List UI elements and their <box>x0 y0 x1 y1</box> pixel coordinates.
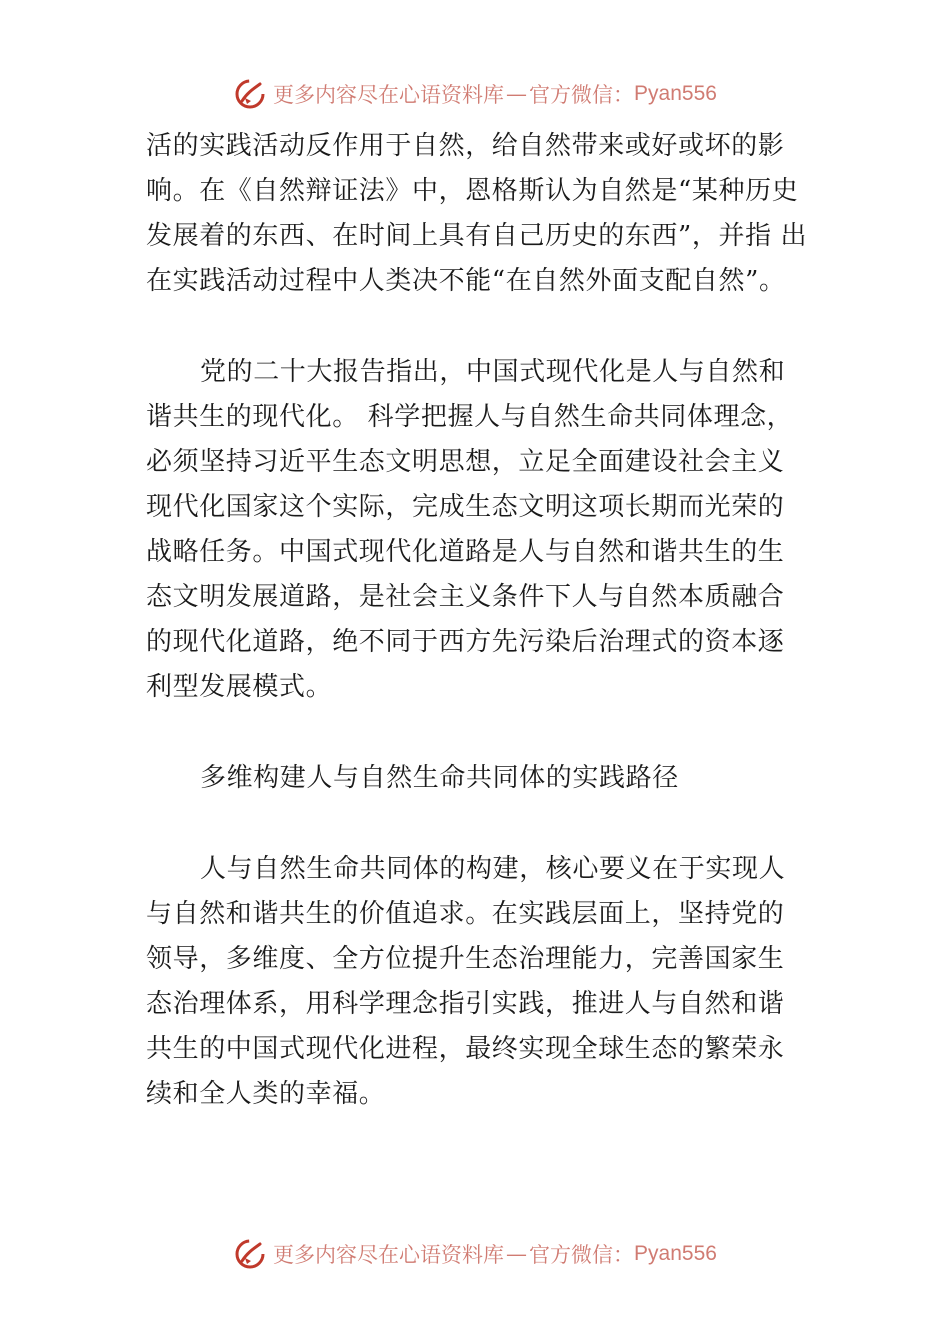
text-line: 态文明发展道路，是社会主义条件下人与自然本质融合 <box>146 582 785 612</box>
watermark-main-text: 更多内容尽在心语资料库 <box>273 1243 505 1267</box>
paragraph-gap <box>146 710 836 756</box>
watermark-separator: — <box>506 82 528 106</box>
paragraph-gap <box>146 801 836 847</box>
document-body <box>146 124 836 1117</box>
text-line: 发展着的东西、在时间上具有自己历史的东西”，并指 出 <box>146 221 808 251</box>
text-line: 利型发展模式。 <box>146 672 333 702</box>
brush-logo-icon <box>233 1237 267 1271</box>
paragraph-1 <box>146 124 836 304</box>
header-watermark <box>0 72 950 116</box>
text-line: 续和全人类的幸福。 <box>146 1079 386 1109</box>
text-line: 必须坚持习近平生态文明思想，立足全面建设社会主义 <box>146 447 785 477</box>
brush-logo-icon <box>233 77 267 111</box>
watermark-label: 官方微信： <box>529 83 635 107</box>
watermark-label: 官方微信： <box>529 1243 635 1267</box>
text-line: 的现代化道路，绝不同于西方先污染后治理式的资本逐 <box>146 627 785 657</box>
text-line: 现代化国家这个实际，完成生态文明这项长期而光荣的 <box>146 492 785 522</box>
section-heading <box>146 756 836 801</box>
text-line: 人与自然生命共同体的构建，核心要义在于实现人 <box>200 854 786 884</box>
text-line: 在实践活动过程中人类决不能“在自然外面支配自然”。 <box>146 266 786 296</box>
text-line: 态治理体系，用科学理念指引实践，推进人与自然和谐 <box>146 989 785 1019</box>
paragraph-2 <box>146 350 836 710</box>
footer-watermark <box>0 1232 950 1276</box>
watermark-separator: — <box>506 1242 528 1266</box>
watermark-handle: Pyan556 <box>634 1242 717 1265</box>
text-line: 党的二十大报告指出，中国式现代化是人与自然和 <box>200 357 786 387</box>
text-line: 与自然和谐共生的价值追求。在实践层面上，坚持党的 <box>146 899 785 929</box>
text-line: 谐共生的现代化。 科学把握人与自然生命共同体理念， <box>146 402 794 432</box>
text-line: 活的实践活动反作用于自然，给自然带来或好或坏的影 <box>146 131 785 161</box>
heading-text: 多维构建人与自然生命共同体的实践路径 <box>200 763 679 793</box>
text-line: 共生的中国式现代化进程，最终实现全球生态的繁荣永 <box>146 1034 785 1064</box>
text-line: 领导，多维度、全方位提升生态治理能力，完善国家生 <box>146 944 785 974</box>
paragraph-3 <box>146 847 836 1117</box>
text-line: 响。在《自然辩证法》中，恩格斯认为自然是“某种历史 <box>146 176 799 206</box>
watermark-handle: Pyan556 <box>634 82 717 105</box>
watermark-main-text: 更多内容尽在心语资料库 <box>273 83 505 107</box>
text-line: 战略任务。中国式现代化道路是人与自然和谐共生的生 <box>146 537 785 567</box>
paragraph-gap <box>146 304 836 350</box>
